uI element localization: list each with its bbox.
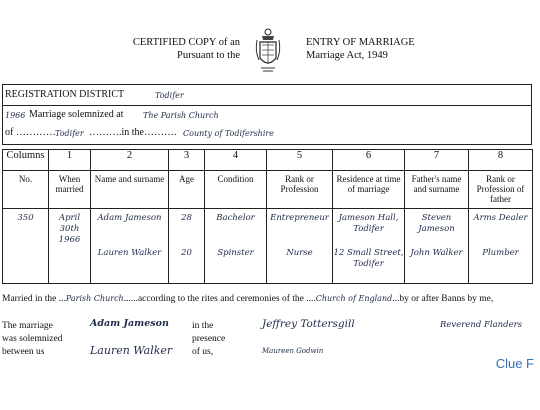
groom-residence: Jameson Hall, Todifer [338, 213, 399, 234]
entry-number: 350 [17, 213, 34, 223]
married-in-church: Church of England [315, 294, 393, 303]
column-header: Rank or Profession [267, 171, 333, 209]
column-headers-row [3, 171, 533, 209]
bride-name: Lauren Walker [97, 248, 162, 258]
bride-residence: 12 Small Street, Todifer [333, 248, 404, 269]
header-pursuant: Pursuant to the [177, 50, 240, 61]
marriage-line: between us [2, 347, 45, 357]
solemnized-label: Marriage solemnized at [29, 109, 124, 120]
entry-table [2, 149, 533, 284]
groom-age: 28 [181, 213, 192, 223]
bride-condition: Spinster [217, 248, 254, 258]
in-the-label: ……….in the………. [89, 127, 177, 138]
header-marriage-act: Marriage Act, 1949 [306, 50, 388, 61]
presence-line: presence [192, 334, 226, 344]
column-header: No. [3, 171, 49, 209]
marriage-line: was solemnized [2, 334, 63, 344]
registration-box [2, 84, 532, 145]
column-header: Residence at time of marriage [333, 171, 405, 209]
marriage-between-label [2, 320, 62, 359]
header-right [306, 36, 415, 62]
column-number: Columns [3, 150, 49, 171]
column-header: Father's name and surname [405, 171, 469, 209]
column-number: 1 [49, 150, 91, 171]
bride-profession: Nurse [286, 248, 313, 258]
bride-signature: Lauren Walker [90, 344, 173, 357]
presence-label [192, 320, 225, 359]
column-header: When married [49, 171, 91, 209]
groom-condition: Bachelor [216, 213, 255, 223]
column-number: 6 [333, 150, 405, 171]
groom-profession: Entrepreneur [270, 213, 329, 223]
column-header: Rank or Profession of father [469, 171, 533, 209]
column-number: 8 [469, 150, 533, 171]
married-in-line [2, 294, 493, 304]
marriage-line: The marriage [2, 321, 53, 331]
county-value: County of Todifershire [183, 129, 274, 138]
header-left [128, 36, 240, 62]
married-in-text: ...by or after Banns by me, [392, 294, 494, 304]
groom-name: Adam Jameson [97, 213, 162, 223]
registration-district-value: Todifer [155, 91, 184, 100]
married-in-text: ......according to the rites and ceremonies of the .... [123, 294, 316, 304]
of-value: Todifer [55, 129, 84, 138]
presence-line: in the [192, 321, 214, 331]
married-in-place: Parish Church [65, 294, 124, 303]
witness-signature-2: Maureen Godwin [262, 347, 324, 355]
column-number: 3 [169, 150, 205, 171]
column-number: 5 [267, 150, 333, 171]
bride-father-profession: Plumber [482, 248, 519, 258]
bride-father-name: John Walker [410, 248, 463, 258]
registration-year: 1966 [5, 111, 26, 120]
header-entry-of-marriage: ENTRY OF MARRIAGE [306, 37, 415, 48]
groom-signature: Adam Jameson [90, 318, 169, 329]
married-in-text: Married in the ... [2, 294, 66, 304]
column-header: Condition [205, 171, 267, 209]
entry-date: April 30th 1966 [58, 213, 81, 245]
column-number: 7 [405, 150, 469, 171]
bride-age: 20 [181, 248, 192, 258]
column-header: Age [169, 171, 205, 209]
presence-line: of us, [192, 347, 214, 357]
groom-father-name: Steven Jameson [418, 213, 455, 234]
column-numbers-row [3, 150, 533, 171]
royal-crest-icon [255, 28, 281, 74]
of-label: of ………… [5, 127, 56, 138]
column-header: Name and surname [91, 171, 169, 209]
marriage-entry-row [3, 209, 533, 284]
header-certified-copy: CERTIFIED COPY of an [132, 37, 240, 48]
registration-district-label: REGISTRATION DISTRICT [5, 89, 125, 100]
witness-signature-1: Jeffrey Tottersgill [262, 318, 355, 330]
clue-caption: Clue F [495, 356, 534, 371]
groom-father-profession: Arms Dealer [473, 213, 528, 223]
column-number: 2 [91, 150, 169, 171]
officiant-signature: Reverend Flanders [440, 320, 523, 330]
solemnized-value: The Parish Church [143, 111, 219, 120]
column-number: 4 [205, 150, 267, 171]
